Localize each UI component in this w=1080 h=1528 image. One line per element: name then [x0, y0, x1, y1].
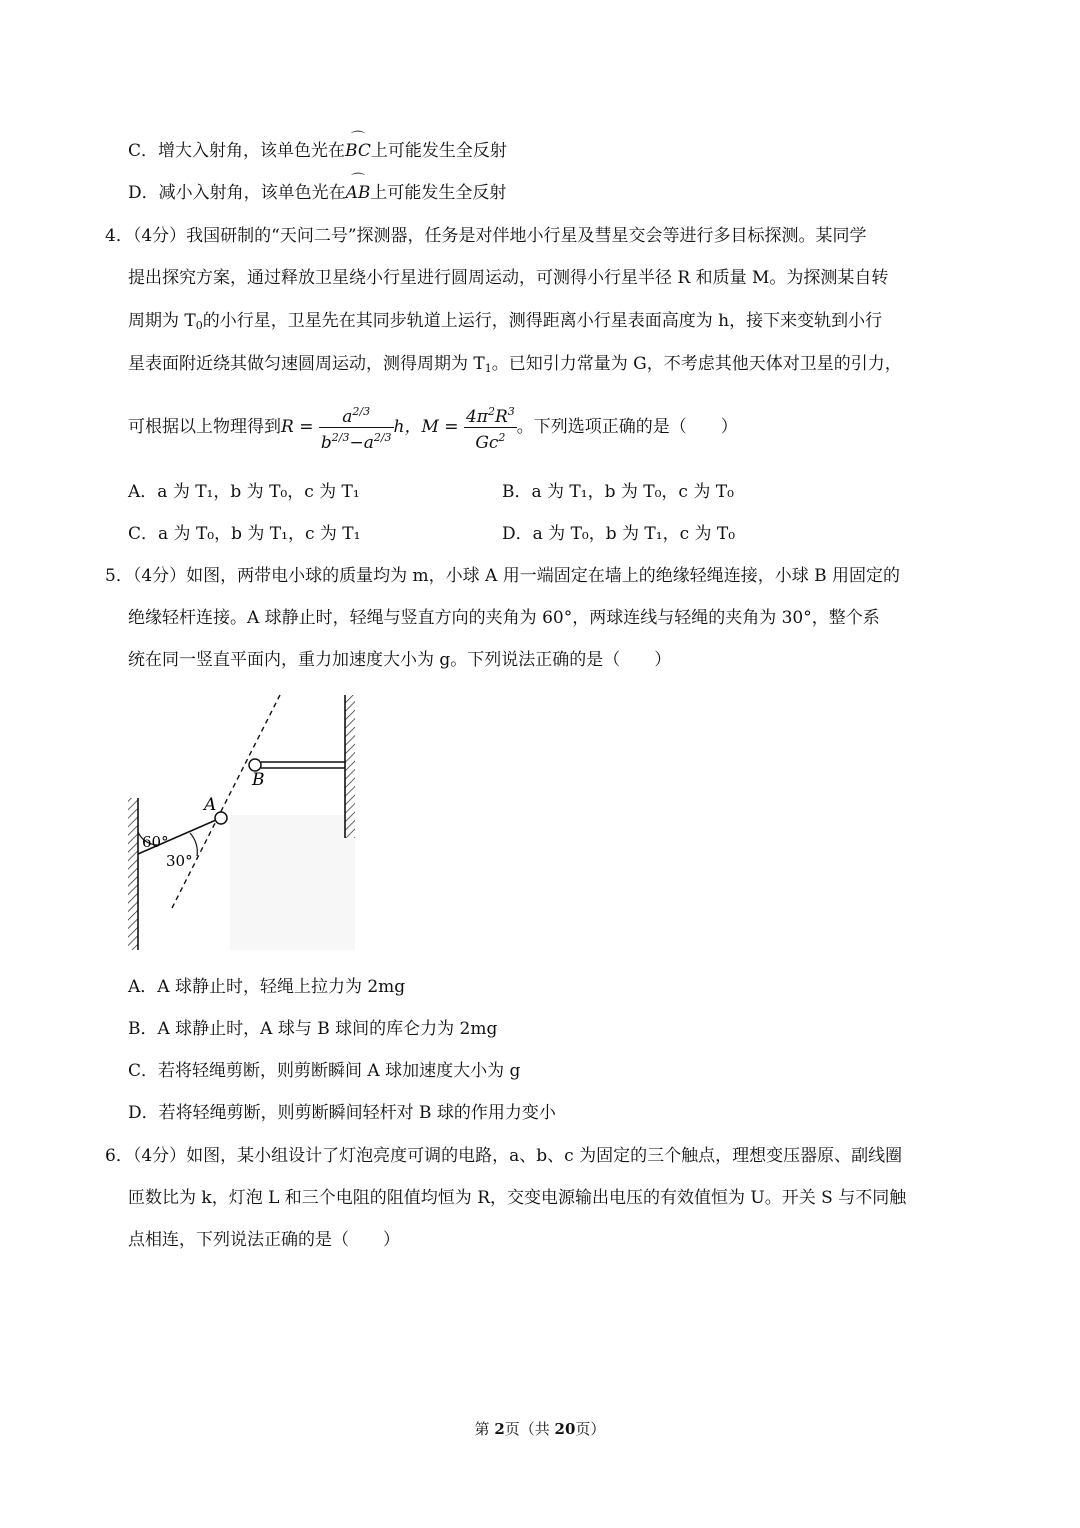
- page-footer: 第 2页（共 20页）: [474, 1420, 606, 1438]
- q5-stem-line3: 统在同一竖直平面内，重力加速度大小为 g。下列说法正确的是（ ）: [128, 650, 672, 670]
- q4-stem-line1: 4．（4分）我国研制的“天问二号”探测器，任务是对伴地小行星及彗星交会等进行多目标探测。某同学: [105, 226, 867, 246]
- arc-bc: ⌒ BC: [345, 139, 371, 163]
- q5-option-a: A．A 球静止时，轻绳上拉力为 2mg: [128, 977, 406, 997]
- q4-stem-line4: 星表面附近绕其做匀速圆周运动，测得周期为 $T_1$。已知引力常量为 G，不考虑其他天体对卫星的引力，: [128, 354, 902, 375]
- q5-stem-line2: 绝缘轻杆连接。A 球静止时，轻绳与竖直方向的夹角为 60°，两球连线与轻绳的夹角为 30°，整个系: [128, 608, 880, 628]
- total-pages: 20: [554, 1420, 576, 1438]
- q6-stem-line2: 匝数比为 k，灯泡 L 和三个电阻的阻值均恒为 R，交变电源输出电压的有效值恒为 U。开关 S 与不同触: [128, 1188, 907, 1208]
- q5-option-b: B．A 球静止时，A 球与 B 球间的库仑力为 2mg: [128, 1019, 498, 1039]
- q5-option-c: C．若将轻绳剪断，则剪断瞬间 A 球加速度大小为 g: [128, 1061, 521, 1081]
- angle-60-label: 60°: [142, 833, 169, 851]
- ball-a: [215, 812, 227, 824]
- angle-30-label: 30°: [166, 852, 193, 870]
- q3-option-c: C．增大入射角，该单色光在⌒ BC上可能发生全反射: [128, 139, 507, 163]
- q5-stem-line1: 5．（4分）如图，两带电小球的质量均为 m，小球 A 用一端固定在墙上的绝缘轻绳连接，小球 B 用固定的: [105, 566, 901, 586]
- q3-option-d: D．减小入射角，该单色光在⌒ AB上可能发生全反射: [128, 181, 506, 205]
- q6-stem-line1: 6．（4分）如图，某小组设计了灯泡亮度可调的电路，a、b、c 为固定的三个触点，理想变压器原、副线圈: [105, 1146, 903, 1166]
- q4-option-d: D．a 为 T₀，b 为 T₁，c 为 T₀: [502, 524, 736, 544]
- page-number: 2: [494, 1420, 505, 1438]
- q4-stem-line3: 周期为 $T_0$的小行星，卫星先在其同步轨道上运行，测得距离小行星表面高度为 h，接下来变轨到小行: [128, 311, 883, 332]
- q5-option-d: D．若将轻绳剪断，则剪断瞬间轻杆对 B 球的作用力变小: [128, 1103, 556, 1123]
- label-a: A: [204, 795, 217, 815]
- q4-option-b: B．a 为 T₁，b 为 T₀，c 为 T₀: [502, 482, 734, 502]
- q6-stem-line3: 点相连，下列说法正确的是（ ）: [128, 1230, 400, 1250]
- two-balls-figure: [120, 690, 365, 952]
- q4-option-c: C．a 为 T₀，b 为 T₁，c 为 T₁: [128, 524, 361, 544]
- left-wall: [128, 798, 138, 950]
- label-b: B: [252, 770, 265, 790]
- formula: R = $\frac{a^{2/3}}{b^{2/3}-a^{2/3}}$ h，M = $\frac{4\pi^2R^3}{Gc^2}$: [281, 417, 517, 437]
- q4-stem-line5: 可根据以上物理得到R = $\frac{a^{2/3}}{b^{2/3}-a^{2/3}}$ h，M = $\frac{4\pi^2R^3}{Gc^2}$ 。下列选项正确的是（ ）: [128, 397, 738, 457]
- right-wall: [345, 695, 355, 838]
- arc-ab: ⌒ AB: [346, 181, 371, 205]
- q4-option-a: A．a 为 T₁，b 为 T₀，c 为 T₁: [128, 482, 360, 502]
- q4-stem-line2: 提出探究方案，通过释放卫星绕小行星进行圆周运动，可测得小行星半径 R 和质量 M。为探测某自转: [128, 268, 889, 288]
